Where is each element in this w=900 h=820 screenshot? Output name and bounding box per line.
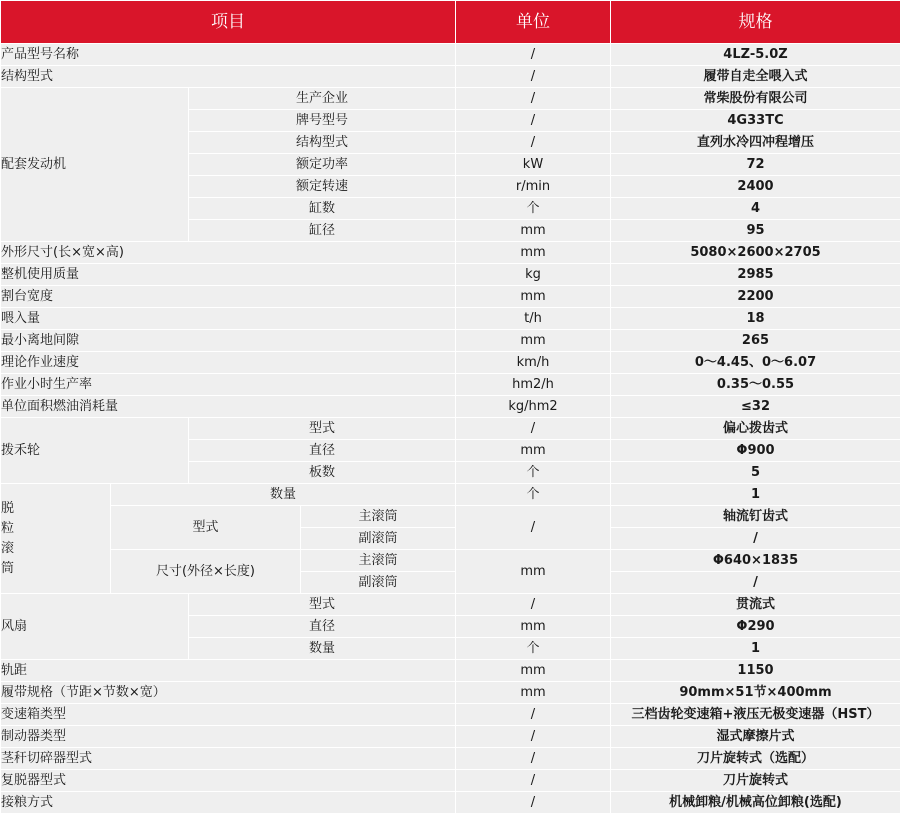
sub-label: 结构型式 <box>189 132 456 154</box>
sub-label: 生产企业 <box>189 88 456 110</box>
row-value: / <box>611 528 900 550</box>
table-row <box>1 770 900 792</box>
table-row <box>1 792 900 814</box>
table-row <box>1 264 900 286</box>
row-unit: hm2/h <box>456 374 611 396</box>
row-unit: km/h <box>456 352 611 374</box>
group-label-thresher <box>1 484 111 594</box>
row-value: 刀片旋转式 <box>611 770 900 792</box>
sub-label: 型式 <box>189 418 456 440</box>
table-row <box>1 308 900 330</box>
table-row <box>1 682 900 704</box>
row-unit: 个 <box>456 638 611 660</box>
row-unit: mm <box>456 660 611 682</box>
sub-label: 直径 <box>189 440 456 462</box>
table-row <box>1 88 900 110</box>
row-unit: 个 <box>456 484 611 506</box>
row-label: 最小离地间隙 <box>1 330 456 352</box>
sub-label: 额定功率 <box>189 154 456 176</box>
row-value: 1 <box>611 638 900 660</box>
table-row <box>1 484 900 506</box>
sub-sub-label: 主滚筒 <box>301 506 456 528</box>
row-value: 1150 <box>611 660 900 682</box>
row-value: 18 <box>611 308 900 330</box>
thresher-char: 筒 <box>1 560 15 576</box>
row-value: 5080×2600×2705 <box>611 242 900 264</box>
sub-sub-label: 主滚筒 <box>301 550 456 572</box>
sub-label: 数量 <box>189 638 456 660</box>
table-row <box>1 726 900 748</box>
row-value: / <box>611 572 900 594</box>
table-row <box>1 286 900 308</box>
sub-label: 型式 <box>111 506 301 550</box>
row-label: 产品型号名称 <box>1 44 456 66</box>
thresher-char: 脱 <box>1 500 15 516</box>
row-label: 单位面积燃油消耗量 <box>1 396 456 418</box>
row-unit: / <box>456 792 611 814</box>
row-unit: / <box>456 594 611 616</box>
group-label-engine: 配套发动机 <box>1 88 189 242</box>
row-unit: / <box>456 704 611 726</box>
row-unit: / <box>456 726 611 748</box>
row-value: 履带自走全喂入式 <box>611 66 900 88</box>
row-unit: / <box>456 88 611 110</box>
row-value: 常柴股份有限公司 <box>611 88 900 110</box>
row-label: 作业小时生产率 <box>1 374 456 396</box>
sub-label: 缸数 <box>189 198 456 220</box>
row-label: 喂入量 <box>1 308 456 330</box>
table-row <box>1 242 900 264</box>
row-label: 外形尺寸(长×宽×高) <box>1 242 456 264</box>
sub-label: 尺寸(外径×长度) <box>111 550 301 594</box>
row-unit: / <box>456 770 611 792</box>
row-label: 结构型式 <box>1 66 456 88</box>
group-label-reel: 拨禾轮 <box>1 418 189 484</box>
table-row <box>1 396 900 418</box>
row-unit: mm <box>456 550 611 594</box>
row-value: 1 <box>611 484 900 506</box>
header-unit: 单位 <box>456 1 611 44</box>
row-unit: / <box>456 66 611 88</box>
row-label: 履带规格（节距×节数×宽） <box>1 682 456 704</box>
row-unit: mm <box>456 220 611 242</box>
row-value: Φ290 <box>611 616 900 638</box>
row-unit: r/min <box>456 176 611 198</box>
table-row <box>1 506 900 528</box>
row-value: 4G33TC <box>611 110 900 132</box>
table-row <box>1 550 900 572</box>
row-value: 4 <box>611 198 900 220</box>
sub-label: 数量 <box>111 484 456 506</box>
row-value: 机械卸粮/机械高位卸粮(选配) <box>611 792 900 814</box>
sub-label: 牌号型号 <box>189 110 456 132</box>
row-unit: mm <box>456 440 611 462</box>
table-row <box>1 330 900 352</box>
row-unit: kg <box>456 264 611 286</box>
row-unit: / <box>456 506 611 550</box>
sub-label: 额定转速 <box>189 176 456 198</box>
row-unit: mm <box>456 682 611 704</box>
row-unit: / <box>456 132 611 154</box>
row-value: Φ900 <box>611 440 900 462</box>
row-label: 理论作业速度 <box>1 352 456 374</box>
table-header-row <box>1 1 900 44</box>
table-row <box>1 352 900 374</box>
row-value: 0～4.45、0～6.07 <box>611 352 900 374</box>
row-value: 90mm×51节×400mm <box>611 682 900 704</box>
row-value: 2400 <box>611 176 900 198</box>
row-value: 偏心拨齿式 <box>611 418 900 440</box>
group-label-fan: 风扇 <box>1 594 189 660</box>
sub-sub-label: 副滚筒 <box>301 572 456 594</box>
row-value: 72 <box>611 154 900 176</box>
row-value: 2985 <box>611 264 900 286</box>
row-value: 95 <box>611 220 900 242</box>
row-unit: mm <box>456 616 611 638</box>
row-unit: t/h <box>456 308 611 330</box>
row-unit: mm <box>456 242 611 264</box>
row-label: 制动器类型 <box>1 726 456 748</box>
row-unit: / <box>456 748 611 770</box>
sub-sub-label: 副滚筒 <box>301 528 456 550</box>
row-unit: mm <box>456 286 611 308</box>
row-value: 贯流式 <box>611 594 900 616</box>
row-unit: 个 <box>456 198 611 220</box>
row-value: 湿式摩擦片式 <box>611 726 900 748</box>
table-row <box>1 704 900 726</box>
row-unit: / <box>456 110 611 132</box>
table-row <box>1 660 900 682</box>
row-label: 复脱器型式 <box>1 770 456 792</box>
row-value: 5 <box>611 462 900 484</box>
row-unit: 个 <box>456 462 611 484</box>
header-spec: 规格 <box>611 1 900 44</box>
row-value: 轴流钉齿式 <box>611 506 900 528</box>
table-row <box>1 374 900 396</box>
header-item: 项目 <box>1 1 456 44</box>
table-row <box>1 748 900 770</box>
row-value: 刀片旋转式（选配） <box>611 748 900 770</box>
row-label: 轨距 <box>1 660 456 682</box>
row-value: 三档齿轮变速箱+液压无极变速器（HST） <box>611 704 900 726</box>
row-label: 茎秆切碎器型式 <box>1 748 456 770</box>
sub-label: 缸径 <box>189 220 456 242</box>
table-row <box>1 66 900 88</box>
row-label: 整机使用质量 <box>1 264 456 286</box>
thresher-char: 滚 <box>1 540 15 556</box>
row-unit: / <box>456 44 611 66</box>
sub-label: 型式 <box>189 594 456 616</box>
row-value: 0.35～0.55 <box>611 374 900 396</box>
row-value: Φ640×1835 <box>611 550 900 572</box>
row-value: 4LZ-5.0Z <box>611 44 900 66</box>
row-unit: kg/hm2 <box>456 396 611 418</box>
row-label: 变速箱类型 <box>1 704 456 726</box>
table-row <box>1 418 900 440</box>
row-unit: mm <box>456 330 611 352</box>
table-row <box>1 44 900 66</box>
row-value: 265 <box>611 330 900 352</box>
row-value: ≤32 <box>611 396 900 418</box>
table-row <box>1 594 900 616</box>
row-label: 割台宽度 <box>1 286 456 308</box>
sub-label: 直径 <box>189 616 456 638</box>
row-unit: / <box>456 418 611 440</box>
sub-label: 板数 <box>189 462 456 484</box>
row-value: 2200 <box>611 286 900 308</box>
row-value: 直列水冷四冲程增压 <box>611 132 900 154</box>
row-unit: kW <box>456 154 611 176</box>
row-label: 接粮方式 <box>1 792 456 814</box>
thresher-char: 粒 <box>1 520 15 536</box>
